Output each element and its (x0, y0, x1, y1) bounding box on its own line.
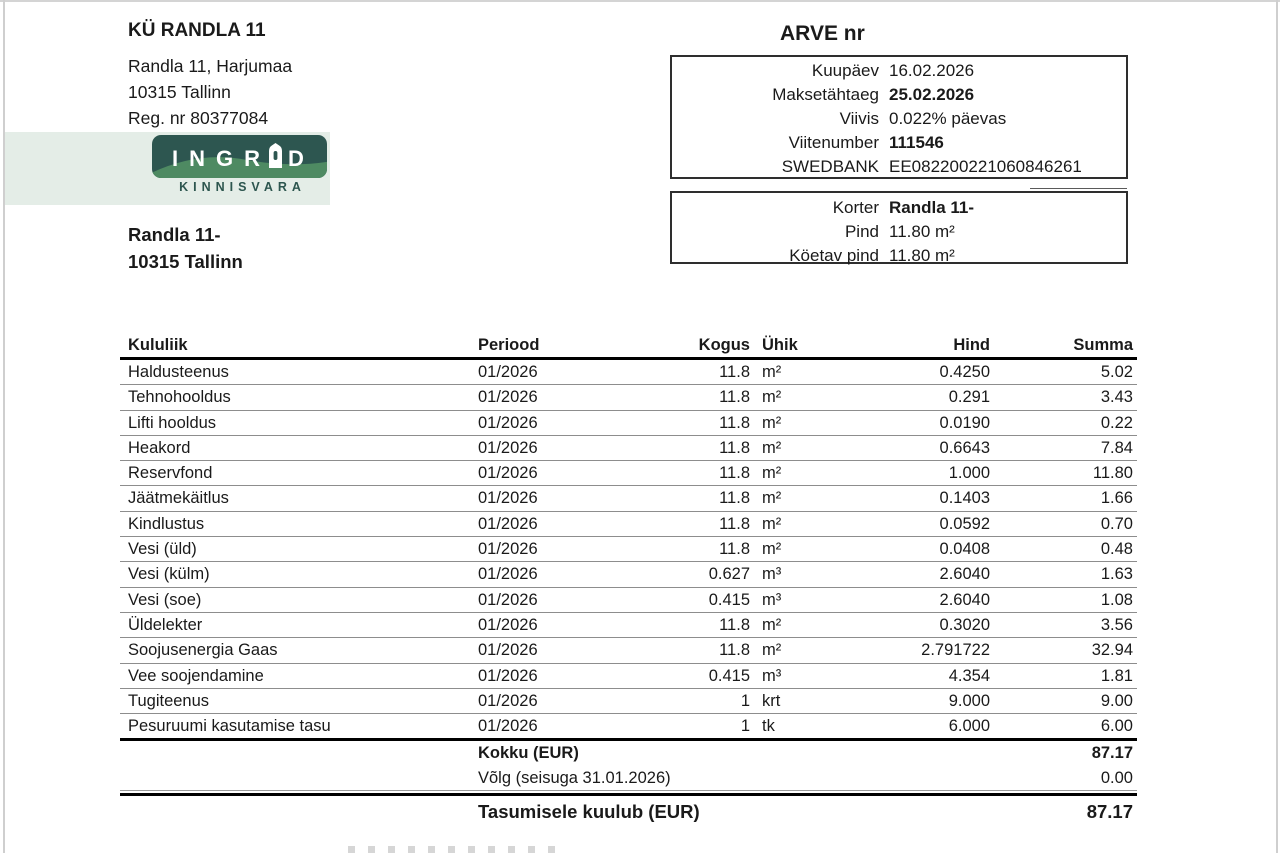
cell-uhik: m² (762, 438, 782, 457)
total-value: 87.17 (1091, 744, 1133, 763)
cell-uhik: m² (762, 413, 782, 432)
totals-rows (120, 741, 1137, 790)
table-row (120, 664, 1137, 689)
page-frame-top (0, 0, 1280, 2)
cell-uhik: m² (762, 514, 782, 533)
amount-due-row (120, 796, 1137, 827)
cell-summa: 7.84 (1100, 438, 1133, 457)
cell-kululiik: Vesi (soe) (128, 590, 202, 609)
apartment-detail-row (672, 244, 1126, 268)
cell-uhik: m³ (762, 565, 782, 584)
cell-uhik: tk (762, 717, 775, 736)
cell-kogus: 1 (740, 717, 750, 736)
cell-hind: 0.4250 (939, 363, 990, 381)
cell-hind: 9.000 (948, 691, 990, 710)
charges-table-header (120, 334, 1137, 360)
cell-kogus: 11.8 (719, 438, 750, 457)
table-row (120, 360, 1137, 385)
cell-hind: 6.000 (948, 717, 990, 736)
invoice-detail-label: Viivis (839, 109, 879, 128)
cell-uhik: m² (762, 615, 782, 634)
cell-kogus: 11.8 (719, 413, 750, 432)
cell-hind: 0.1403 (939, 489, 990, 508)
cell-kogus: 0.415 (708, 666, 750, 685)
due-divider-thin (120, 790, 1137, 791)
cell-periood: 01/2026 (478, 464, 538, 483)
cell-kogus: 0.627 (708, 565, 750, 584)
cell-periood: 01/2026 (478, 717, 538, 736)
header-kululiik: Kululiik (128, 336, 188, 354)
total-row (120, 766, 1137, 790)
cell-periood: 01/2026 (478, 641, 538, 660)
invoice-detail-row (672, 107, 1126, 131)
cell-summa: 9.00 (1100, 691, 1133, 710)
cell-uhik: m³ (762, 666, 782, 685)
header-periood: Periood (478, 336, 540, 354)
scan-artifact-line (1030, 188, 1127, 189)
cell-hind: 4.354 (948, 666, 990, 685)
cell-uhik: m² (762, 363, 782, 381)
cell-uhik: m² (762, 464, 782, 483)
cell-uhik: m³ (762, 590, 782, 609)
invoice-detail-label: Kuupäev (811, 61, 879, 80)
cell-summa: 0.70 (1100, 514, 1133, 533)
apartment-details-box (670, 191, 1128, 264)
apartment-detail-row (672, 220, 1126, 244)
logo-brand-part1: INGR (172, 146, 262, 171)
invoice-detail-row (672, 131, 1126, 155)
table-row (120, 638, 1137, 663)
logo-brand-part2: D (288, 146, 304, 171)
total-label: Kokku (EUR) (478, 744, 579, 763)
apartment-detail-value: 11.80 m² (889, 222, 955, 241)
recipient-line1: Randla 11- (128, 224, 221, 245)
cell-summa: 3.56 (1100, 615, 1133, 634)
issuer-reg-number: Reg. nr 80377084 (128, 108, 269, 128)
cell-hind: 1.000 (948, 464, 990, 483)
invoice-detail-value: 0.022% päevas (889, 109, 1007, 128)
invoice-detail-value: 25.02.2026 (889, 85, 975, 104)
cell-kogus: 11.8 (719, 388, 750, 407)
invoice-detail-row (672, 59, 1126, 83)
invoice-detail-label: Viitenumber (788, 133, 879, 152)
table-row (120, 588, 1137, 613)
cell-kululiik: Tugiteenus (128, 691, 210, 710)
cell-kogus: 11.8 (719, 615, 750, 634)
cell-hind: 0.291 (948, 388, 990, 407)
cell-kogus: 11.8 (719, 464, 750, 483)
apartment-detail-row (672, 196, 1126, 220)
invoice-detail-row (672, 83, 1126, 107)
issuer-name: KÜ RANDLA 11 (128, 20, 266, 41)
cell-summa: 1.63 (1100, 565, 1133, 584)
cell-kogus: 11.8 (719, 514, 750, 533)
cell-kogus: 11.8 (719, 489, 750, 508)
cell-kogus: 0.415 (708, 590, 750, 609)
table-row (120, 689, 1137, 714)
cell-kululiik: Heakord (128, 438, 191, 457)
apartment-detail-label: Pind (844, 222, 879, 241)
cell-kogus: 11.8 (719, 641, 750, 660)
apartment-detail-label: Korter (832, 198, 879, 217)
cell-periood: 01/2026 (478, 514, 538, 533)
cell-kogus: 11.8 (719, 363, 750, 381)
cell-periood: 01/2026 (478, 388, 538, 407)
cell-hind: 0.3020 (939, 615, 990, 634)
table-row (120, 411, 1137, 436)
cell-periood: 01/2026 (478, 438, 538, 457)
charges-table-rows (120, 360, 1137, 738)
table-row (120, 714, 1137, 738)
cell-kululiik: Jäätmekäitlus (128, 489, 229, 508)
cell-summa: 6.00 (1100, 717, 1133, 736)
amount-due-label: Tasumisele kuulub (EUR) (478, 801, 700, 823)
issuer-address-line2: 10315 Tallinn (128, 82, 231, 102)
ingrad-logo-icon (152, 135, 327, 178)
cell-summa: 32.94 (1091, 641, 1133, 660)
page-frame-right (1276, 0, 1278, 853)
recipient-line2: 10315 Tallinn (128, 251, 243, 272)
cell-kululiik: Kindlustus (128, 514, 205, 533)
table-row (120, 436, 1137, 461)
table-row (120, 512, 1137, 537)
cell-summa: 11.80 (1092, 464, 1133, 483)
cut-off-footer-text (348, 846, 563, 853)
invoice-detail-label: SWEDBANK (781, 157, 879, 176)
cell-kululiik: Reservfond (128, 464, 213, 483)
cell-kululiik: Vesi (külm) (128, 565, 210, 584)
cell-summa: 3.43 (1100, 388, 1133, 407)
cell-kululiik: Lifti hooldus (128, 413, 217, 432)
invoice-detail-label: Maksetähtaeg (772, 85, 879, 104)
table-row (120, 537, 1137, 562)
cell-summa: 0.22 (1100, 413, 1133, 432)
cell-uhik: krt (762, 691, 781, 710)
total-row (120, 741, 1137, 765)
cell-hind: 2.6040 (939, 565, 990, 584)
cell-hind: 0.0408 (939, 540, 990, 559)
cell-hind: 0.0190 (939, 413, 990, 432)
cell-periood: 01/2026 (478, 590, 538, 609)
cell-periood: 01/2026 (478, 540, 538, 559)
amount-due-value: 87.17 (1086, 801, 1133, 823)
cell-uhik: m² (762, 540, 782, 559)
table-row (120, 486, 1137, 511)
cell-uhik: m² (762, 388, 782, 407)
cell-kululiik: Vesi (üld) (128, 540, 197, 559)
cell-kululiik: Soojusenergia Gaas (128, 641, 278, 660)
logo-subtitle: KINNISVARA (179, 180, 306, 194)
ingrad-logo (152, 135, 327, 178)
issuer-block (128, 20, 292, 131)
header-hind: Hind (953, 336, 990, 354)
cell-kululiik: Tehnohooldus (128, 388, 231, 407)
cell-hind: 0.0592 (939, 514, 990, 533)
cell-uhik: m² (762, 641, 782, 660)
table-row (120, 562, 1137, 587)
cell-summa: 1.66 (1100, 489, 1133, 508)
cell-summa: 0.48 (1100, 540, 1133, 559)
invoice-detail-row (672, 155, 1126, 179)
cell-periood: 01/2026 (478, 666, 538, 685)
cell-kululiik: Üldelekter (128, 615, 203, 634)
recipient-block (128, 221, 243, 275)
cell-kululiik: Haldusteenus (128, 363, 229, 381)
cell-periood: 01/2026 (478, 565, 538, 584)
cell-periood: 01/2026 (478, 489, 538, 508)
cell-periood: 01/2026 (478, 363, 538, 381)
cell-summa: 5.02 (1100, 363, 1133, 381)
logo-building-icon (269, 143, 282, 168)
header-summa: Summa (1073, 336, 1133, 354)
header-uhik: Ühik (762, 336, 798, 354)
table-row (120, 385, 1137, 410)
apartment-detail-value: Randla 11- (889, 198, 975, 217)
cell-kululiik: Vee soojendamine (128, 666, 264, 685)
cell-summa: 1.08 (1100, 590, 1133, 609)
cell-kululiik: Pesuruumi kasutamise tasu (128, 717, 331, 736)
cell-hind: 2.6040 (939, 590, 990, 609)
charges-table (120, 334, 1137, 827)
issuer-address-line1: Randla 11, Harjumaa (128, 56, 293, 76)
invoice-detail-value: 16.02.2026 (889, 61, 975, 80)
apartment-detail-label: Köetav pind (789, 246, 879, 265)
cell-periood: 01/2026 (478, 615, 538, 634)
cell-periood: 01/2026 (478, 691, 538, 710)
cell-kogus: 11.8 (719, 540, 750, 559)
table-row (120, 461, 1137, 486)
invoice-detail-value: 111546 (889, 133, 944, 152)
apartment-detail-value: 11.80 m² (889, 246, 955, 265)
cell-uhik: m² (762, 489, 782, 508)
header-kogus: Kogus (698, 336, 750, 354)
table-row (120, 613, 1137, 638)
total-label: Võlg (seisuga 31.01.2026) (478, 768, 671, 787)
page-frame-left (3, 0, 5, 853)
cell-hind: 2.791722 (921, 641, 990, 660)
invoice-details-box (670, 55, 1128, 179)
cell-kogus: 1 (740, 691, 750, 710)
cell-summa: 1.81 (1100, 666, 1133, 685)
cell-hind: 0.6643 (939, 438, 990, 457)
total-value: 0.00 (1100, 768, 1133, 787)
invoice-detail-value: EE082200221060846261 (889, 157, 1082, 176)
invoice-title: ARVE nr (780, 22, 865, 45)
cell-periood: 01/2026 (478, 413, 538, 432)
